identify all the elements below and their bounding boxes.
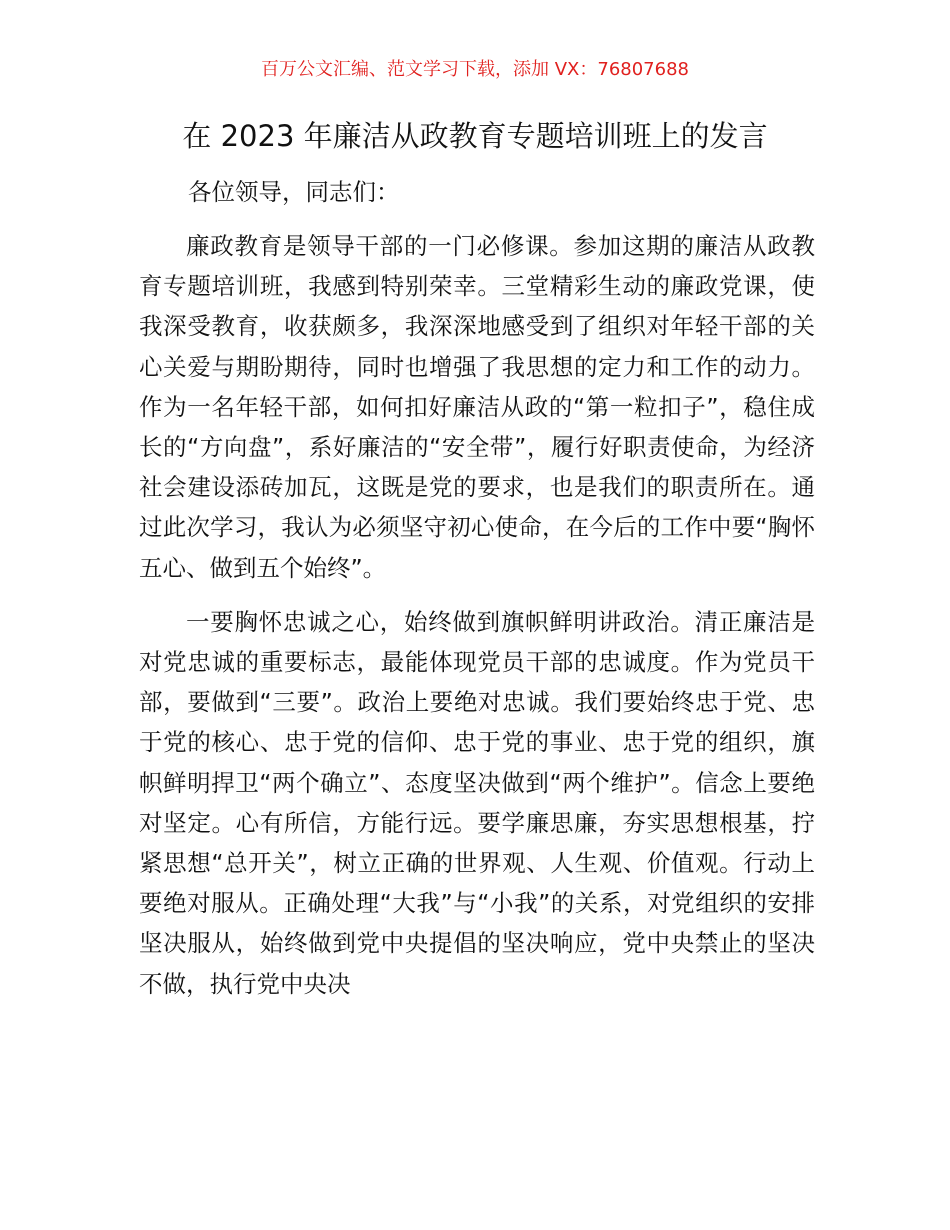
header-banner: 百万公文汇编、范文学习下载，添加 VX：76807688: [261, 59, 689, 80]
salutation: 各位领导，同志们：: [188, 178, 400, 206]
document-body: [139, 226, 815, 1004]
paragraph-introduction: 廉政教育是领导干部的一门必修课。参加这期的廉洁从政教育专题培训班，我感到特别荣幸。三堂精彩生动的廉政党课，使我深受教育，收获颇多，我深深地感受到了组织对年轻干部的关心关爱与期盼期待，同时也增强了我思想的定力和工作的动力。作为一名年轻干部，如何扣好廉洁从政的“第一粒扣子”，稳住成长的“方向盘”，系好廉洁的“安全带”，履行好职责使命，为经济社会建设添砖加瓦，这既是党的要求，也是我们的职责所在。通过此次学习，我认为必须坚守初心使命，在今后的工作中要“胸怀五心、做到五个始终”。: [139, 232, 815, 582]
document-title: 在 2023 年廉洁从政教育专题培训班上的发言: [182, 119, 768, 153]
paragraph-point-one: 一要胸怀忠诚之心，始终做到旗帜鲜明讲政治。清正廉洁是对党忠诚的重要标志，最能体现党员干部的忠诚度。作为党员干部，要做到“三要”。政治上要绝对忠诚。我们要始终忠于党、忠于党的核心、忠于党的信仰、忠于党的事业、忠于党的组织，旗帜鲜明捍卫“两个确立”、态度坚决做到“两个维护”。信念上要绝对坚定。心有所信，方能行远。要学廉思廉，夯实思想根基，拧紧思想“总开关”，树立正确的世界观、人生观、价值观。行动上要绝对服从。正确处理“大我”与“小我”的关系，对党组织的安排坚决服从，始终做到党中央提倡的坚决响应，党中央禁止的坚决不做，执行党中央决: [139, 607, 815, 998]
